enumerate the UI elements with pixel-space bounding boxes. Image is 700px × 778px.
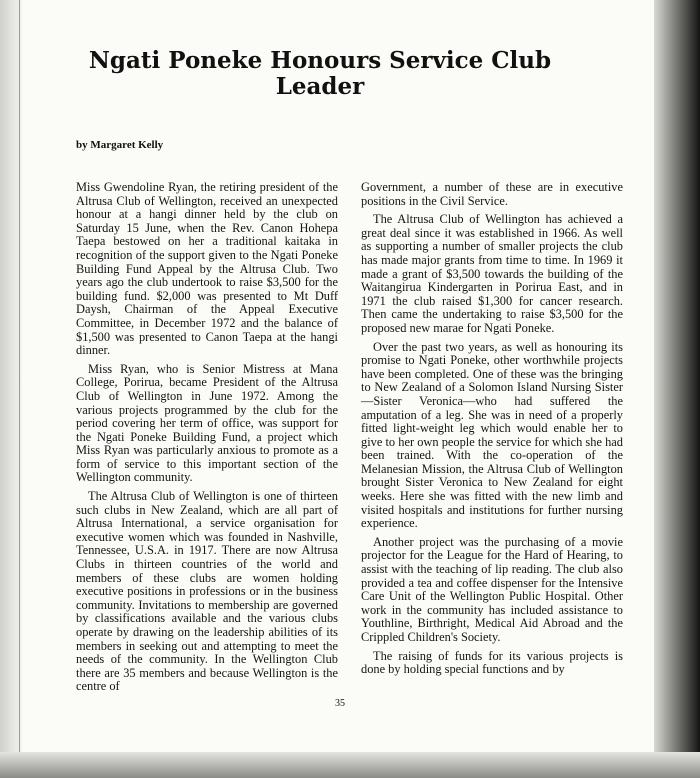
paragraph: Government, a number of these are in executive positions in the Civil Service. — [361, 180, 623, 208]
page-right-shadow — [654, 0, 700, 778]
article-byline: by Margaret Kelly — [76, 139, 164, 151]
paragraph: The Altrusa Club of Wellington is one of thirteen such clubs in New Zealand, which are all part of Altrusa International, a service organisation for executive women which was founded in Nashville, Tennessee, U.S.A. in 1917. There are now Altrusa Clubs in thirteen countries of the world and members of these clubs are women holding executive positions in professions or in the business community. Invitations to membership are governed by classifications available and the various clubs operate by drawing on the leadership abilities of its members in seeking out and attempting to meet the needs of the community. In the Wellington Club there are 35 members and because Wellington is the centre of — [76, 489, 338, 694]
binding-line — [19, 0, 20, 778]
paragraph: Over the past two years, as well as honouring its promise to Ngati Poneke, other worthwhile projects have been completed. One of these was the bringing to New Zealand of a Solomon Island Nursing Sister—Sister Veronica—who had suffered the amputation of a leg. She was in need of a properly fitted light-weight leg which would enable her to give to her own people the service for which she had been trained. With the co-operation of the Melanesian Mission, the Altrusa Club of Wellington brought Sister Veronica to New Zealand for eight weeks. Here she was fitted with the new limb and visited hospitals and institutions for further nursing experience. — [361, 339, 623, 531]
paragraph: Miss Ryan, who is Senior Mistress at Mana College, Porirua, became President of the Altrusa Club of Wellington in June 1972. Among the various projects programmed by the club for the period covering her term of office, was support for the Ngati Poneke Building Fund, a project which Miss Ryan was particularly anxious to promote as a form of service to this important section of the Wellington community. — [76, 361, 338, 485]
left-column — [76, 181, 338, 699]
page-bottom-shadow — [0, 752, 700, 778]
paragraph: The raising of funds for its various projects is done by holding special functions and by — [361, 648, 623, 677]
right-column — [361, 181, 623, 682]
paragraph: The Altrusa Club of Wellington has achieved a great deal since it was established in 1966. As well as supporting a number of smaller projects the club has made major grants from time to time. In 1969 it made a grant of $3,500 towards the building of the Waitangirua Kindergarten in Porirua East, and in 1971 the club raised $1,300 for cancer research. Then came the undertaking to raise $3,500 for the proposed new marae for Ngati Poneke. — [361, 212, 623, 335]
paragraph: Another project was the purchasing of a movie projector for the League for the Hard of Hearing, to assist with the teaching of lip reading. The club also provided a tea and coffee dispenser for the Intensive Care Unit of the Wellington Public Hospital. Other work in the community has included assistance to Youthline, Birthright, Medical Aid Abroad and the Crippled Children's Society. — [361, 534, 623, 644]
paragraph: Miss Gwendoline Ryan, the retiring president of the Altrusa Club of Wellington, received an unexpected honour at a hangi dinner held by the club on Saturday 15 June, when the Rev. Canon Hohepa Taepa bestowed on her a traditional kaitaka in recognition of the support given to the Ngati Poneke Building Fund Appeal by the Altrusa Club. Two years ago the club undertook to raise $3,500 for the building fund. $2,000 was presented to Mt Duff Daysh, Chairman of the Appeal Executive Committee, in December 1972 and the balance of $1,500 was presented to Canon Taepa at the hangi dinner. — [76, 180, 338, 358]
page-number: 35 — [335, 698, 345, 709]
article-title: Ngati Poneke Honours Service Club Leader — [88, 47, 552, 100]
